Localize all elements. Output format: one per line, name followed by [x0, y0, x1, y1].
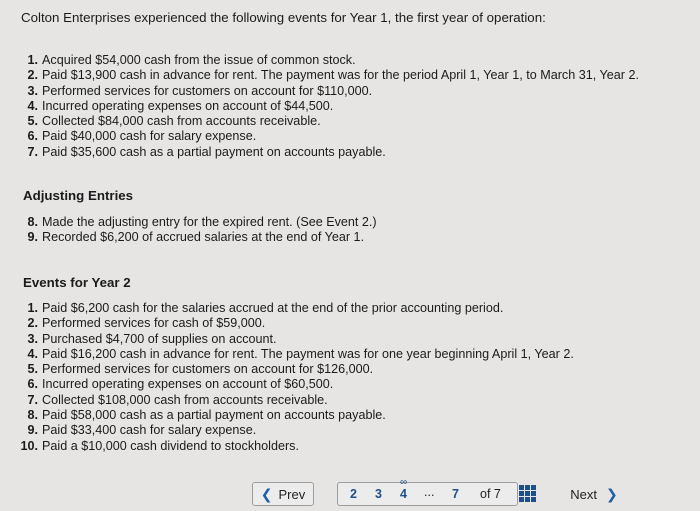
page-link-2[interactable]: 2: [350, 487, 357, 501]
event-number: 4.: [27, 98, 38, 113]
event-number: 7.: [27, 144, 38, 159]
adjusting-entries-heading: Adjusting Entries: [23, 188, 134, 203]
page-current[interactable]: 7: [452, 487, 459, 501]
event-number: 6.: [27, 377, 38, 392]
event-text: Paid a $10,000 cash dividend to stockholders.: [42, 438, 299, 453]
page-link-4[interactable]: 4: [400, 487, 407, 501]
event-text: Performed services for cash of $59,000.: [42, 316, 266, 331]
event-item: [19, 347, 574, 362]
event-text: Paid $13,900 cash in advance for rent. The payment was for the period April 1, Year 1, to March 31, Year 2.: [42, 68, 639, 83]
event-number: 5.: [27, 362, 38, 377]
event-item: [20, 68, 639, 83]
link-icon: ∞: [400, 477, 408, 488]
chevron-left-icon: ❮: [260, 485, 273, 502]
intro-text: Colton Enterprises experienced the following events for Year 1, the first year of operation:: [21, 10, 546, 25]
event-item: [19, 301, 574, 316]
event-text: Made the adjusting entry for the expired rent. (See Event 2.): [42, 215, 377, 229]
event-text: Paid $40,000 cash for salary expense.: [42, 129, 257, 144]
event-item: [19, 423, 574, 438]
event-item: [19, 439, 574, 454]
event-item: [20, 129, 639, 144]
event-item: [19, 377, 574, 392]
event-number: 1.: [27, 301, 38, 315]
event-number: 8.: [27, 408, 38, 423]
event-number: 4.: [27, 346, 38, 361]
event-item: [19, 316, 574, 331]
prev-label: Prev: [278, 486, 306, 502]
event-item: [20, 114, 639, 129]
pagination-bar: [0, 476, 700, 511]
event-item: [19, 408, 574, 423]
event-text: Incurred operating expenses on account of $44,500.: [42, 98, 334, 113]
event-number: 9.: [27, 230, 38, 245]
next-button[interactable]: [559, 482, 629, 506]
event-number: 7.: [27, 392, 38, 407]
page-selector: [337, 477, 518, 506]
event-item: [20, 215, 377, 230]
event-number: 6.: [27, 129, 38, 144]
event-item: [19, 393, 574, 408]
event-item: [20, 99, 639, 114]
year2-events-list: [19, 301, 574, 454]
event-item: [20, 230, 377, 245]
event-number: 8.: [27, 215, 38, 229]
adjusting-events-list: [20, 215, 377, 246]
event-text: Recorded $6,200 of accrued salaries at the end of Year 1.: [42, 230, 365, 245]
event-text: Incurred operating expenses on account of $60,500.: [42, 377, 334, 392]
event-item: [20, 84, 639, 99]
page-link-3[interactable]: 3: [375, 487, 382, 501]
event-item: [19, 332, 574, 347]
event-text: Collected $108,000 cash from accounts receivable.: [42, 392, 328, 407]
event-number: 3.: [27, 331, 38, 346]
year1-events-list: [20, 53, 639, 160]
event-number: 2.: [27, 316, 38, 331]
prev-button[interactable]: [252, 482, 314, 506]
event-text: Acquired $54,000 cash from the issue of common stock.: [42, 53, 356, 67]
year2-heading: Events for Year 2: [23, 275, 131, 290]
event-number: 3.: [27, 83, 38, 98]
event-text: Performed services for customers on account for $126,000.: [42, 362, 374, 377]
event-text: Paid $6,200 cash for the salaries accrued at the end of the prior accounting period.: [42, 301, 504, 315]
next-label: Next: [570, 486, 597, 502]
event-number: 10.: [20, 438, 38, 453]
page-of-total: of 7: [480, 487, 501, 501]
event-text: Paid $16,200 cash in advance for rent. The payment was for one year beginning April 1, Year 2.: [42, 346, 574, 361]
event-number: 9.: [27, 423, 38, 438]
grid-icon[interactable]: [519, 485, 536, 502]
event-text: Collected $84,000 cash from accounts receivable.: [42, 114, 321, 129]
event-number: 5.: [27, 114, 38, 129]
event-number: 1.: [27, 53, 38, 67]
event-text: Paid $35,600 cash as a partial payment on accounts payable.: [42, 144, 386, 159]
event-number: 2.: [27, 68, 38, 83]
event-item: [20, 145, 639, 160]
event-text: Performed services for customers on account for $110,000.: [42, 83, 373, 98]
event-text: Paid $33,400 cash for salary expense.: [42, 423, 257, 438]
event-text: Paid $58,000 cash as a partial payment on accounts payable.: [42, 408, 386, 423]
event-item: [19, 362, 574, 377]
event-text: Purchased $4,700 of supplies on account.: [42, 331, 277, 346]
chevron-right-icon: ❯: [606, 485, 618, 502]
event-item: [20, 53, 639, 68]
page-ellipsis: ...: [424, 485, 435, 499]
